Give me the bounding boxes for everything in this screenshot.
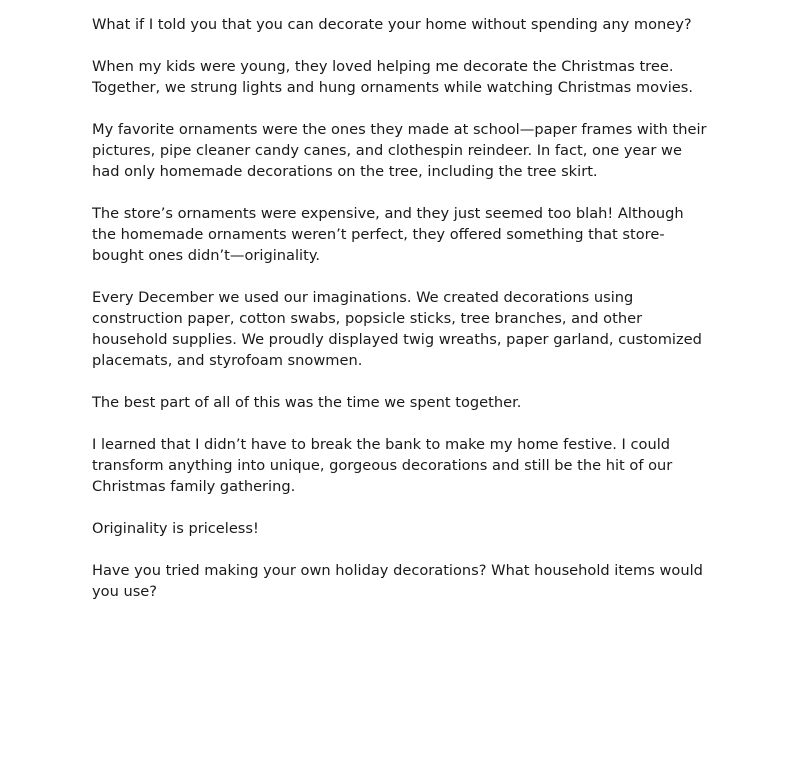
- paragraph-line: I learned that I didn’t have to break the bank to make my home festive. I could: [92, 436, 671, 453]
- paragraph-store-ornaments: [92, 203, 722, 266]
- paragraph-line: The best part of all of this was the time we spent together.: [92, 394, 522, 411]
- paragraph-line: Every December we used our imaginations. We created decorations using: [92, 289, 634, 306]
- paragraph-best-part: [92, 392, 722, 413]
- paragraph-learned: [92, 434, 722, 497]
- paragraph-kids-tree: [92, 56, 722, 98]
- paragraph-line: Originality is priceless!: [92, 520, 259, 537]
- paragraph-line: What if I told you that you can decorate your home without spending any money?: [92, 16, 692, 33]
- paragraph-line: transform anything into unique, gorgeous decorations and still be the hit of our: [92, 457, 673, 474]
- paragraph-line: placemats, and styrofoam snowmen.: [92, 352, 363, 369]
- paragraph-intro: [92, 14, 722, 35]
- paragraph-favorite-ornaments: [92, 119, 722, 182]
- paragraph-line: Christmas family gathering.: [92, 478, 296, 495]
- paragraph-line: bought ones didn’t—originality.: [92, 247, 321, 264]
- paragraph-line: Have you tried making your own holiday decorations? What household items would: [92, 562, 703, 579]
- paragraph-line: had only homemade decorations on the tree, including the tree skirt.: [92, 163, 598, 180]
- paragraph-line: The store’s ornaments were expensive, and they just seemed too blah! Although: [92, 205, 684, 222]
- paragraph-line: you use?: [92, 583, 158, 600]
- paragraph-line: the homemade ornaments weren’t perfect, they offered something that store-: [92, 226, 665, 243]
- paragraph-line: Together, we strung lights and hung ornaments while watching Christmas movies.: [92, 79, 693, 96]
- document-body: [92, 14, 722, 623]
- paragraph-line: My favorite ornaments were the ones they made at school—paper frames with their: [92, 121, 707, 138]
- paragraph-question: [92, 560, 722, 602]
- paragraph-line: When my kids were young, they loved helping me decorate the Christmas tree.: [92, 58, 674, 75]
- paragraph-every-december: [92, 287, 722, 371]
- paragraph-priceless: [92, 518, 722, 539]
- paragraph-line: pictures, pipe cleaner candy canes, and clothespin reindeer. In fact, one year we: [92, 142, 682, 159]
- paragraph-line: construction paper, cotton swabs, popsicle sticks, tree branches, and other: [92, 310, 643, 327]
- paragraph-line: household supplies. We proudly displayed twig wreaths, paper garland, customized: [92, 331, 702, 348]
